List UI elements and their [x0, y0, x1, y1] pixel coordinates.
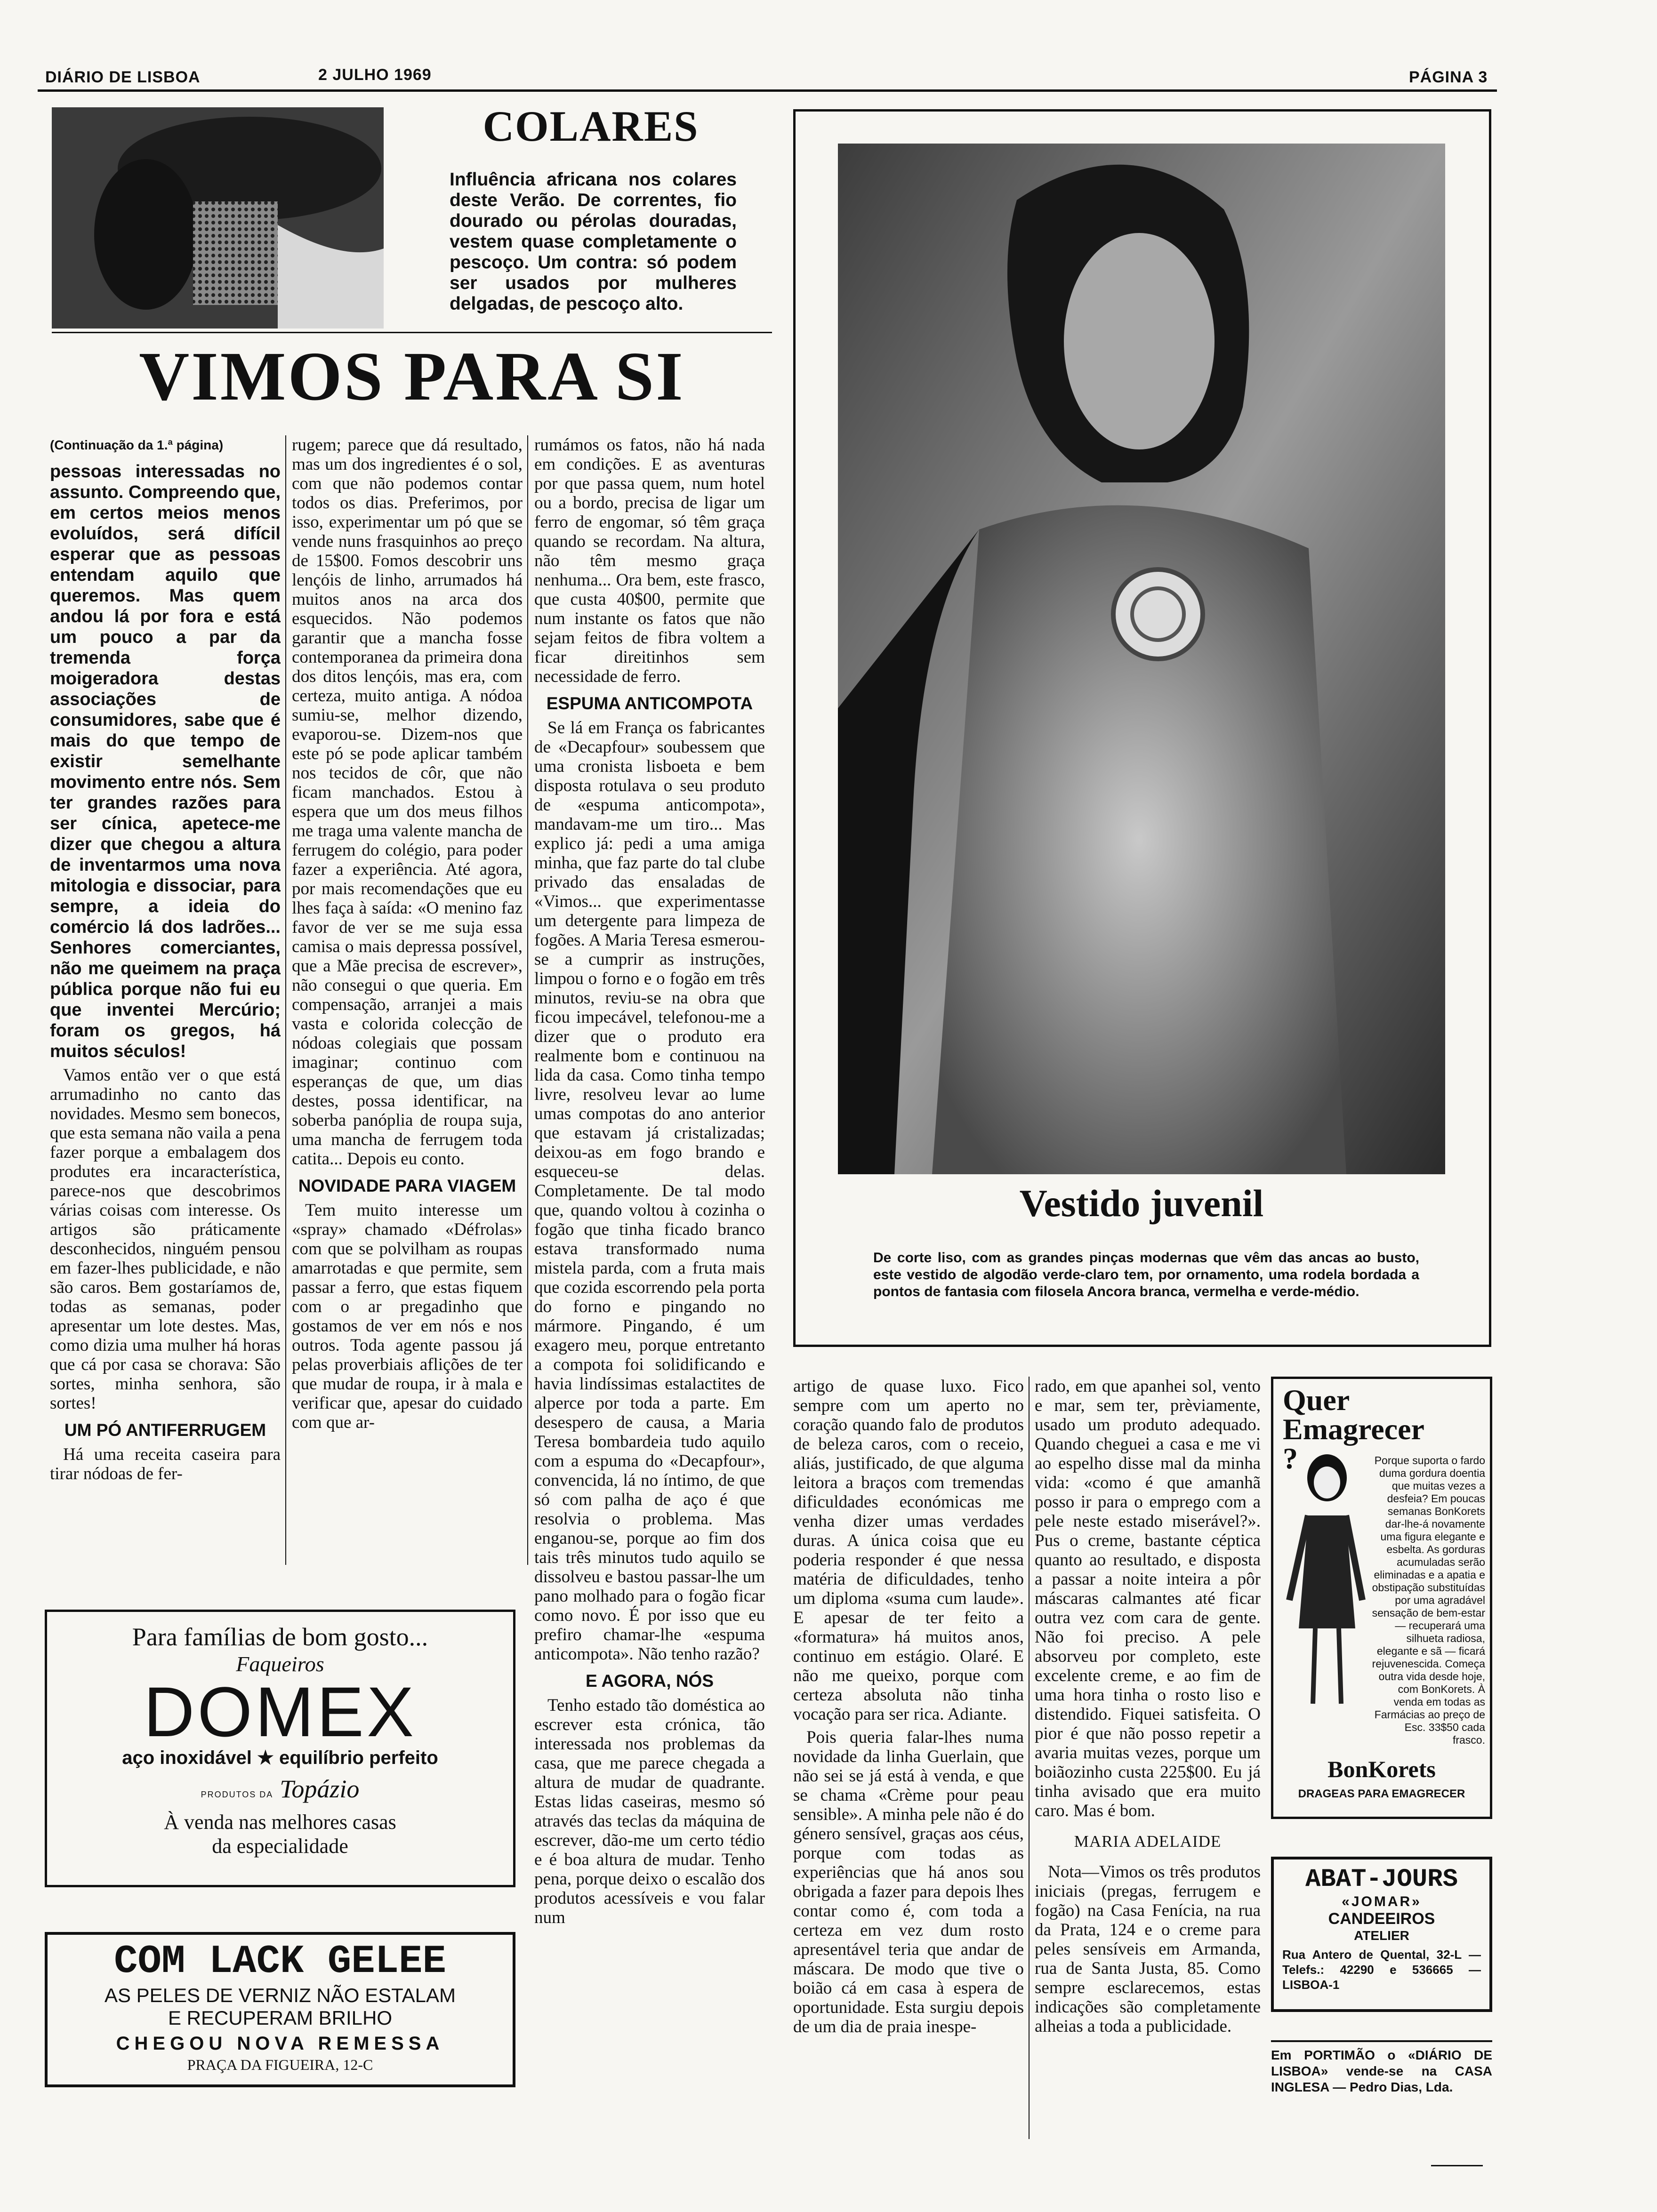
domex-line2: Faqueiros — [236, 1652, 324, 1676]
masthead-paper: DIÁRIO DE LISBOA — [45, 68, 201, 86]
vestido-photo — [838, 144, 1445, 1174]
colares-title: COLARES — [483, 102, 699, 150]
bonkorets-brand: BonKorets — [1327, 1756, 1436, 1782]
header-rule — [38, 89, 1497, 92]
column-rule-3 — [1029, 1377, 1030, 2139]
lack-ad — [45, 1932, 515, 2087]
bonkorets-footer: DRAGEAS PARA EMAGRECER — [1298, 1787, 1465, 1800]
domex-line1: Para famílias de bom gosto... — [132, 1623, 428, 1651]
continuation-note: (Continuação da 1.ª página) — [50, 438, 224, 452]
lack-line2: E RECUPERAM BRILHO — [168, 2007, 393, 2029]
subhead-antiferrugem: UM PÓ ANTIFERRUGEM — [64, 1420, 266, 1440]
bonkorets-title: Quer Emagrecer ? — [1283, 1383, 1424, 1475]
article-column-5 — [1035, 1377, 1261, 2148]
article-column-2 — [292, 435, 523, 1574]
subhead-espuma: ESPUMA ANTICOMPOTA — [546, 694, 753, 713]
article-column-3 — [534, 435, 765, 2148]
lack-brand: COM LACK GELEE — [114, 1940, 446, 1984]
domex-produtos: PRODUTOS DA — [201, 1790, 273, 1799]
article-signature: MARIA ADELAIDE — [1074, 1832, 1222, 1851]
portimao-rule — [1271, 2040, 1492, 2042]
subhead-novidade: NOVIDADE PARA VIAGEM — [298, 1176, 516, 1195]
abat-sub: «JOMAR» — [1342, 1894, 1422, 1909]
page-number: PÁGINA 3 — [1409, 68, 1488, 86]
article-title: VIMOS PARA SI — [139, 338, 685, 415]
abat-line1: CANDEEIROS — [1328, 1910, 1435, 1928]
colares-photo — [52, 107, 384, 329]
domex-maker-row — [47, 1774, 513, 1803]
bonkorets-figure — [1280, 1450, 1369, 1713]
lack-line4: PRAÇA DA FIGUEIRA, 12-C — [187, 2056, 373, 2073]
article-col4-p2: Pois queria falar-lhes numa novidade da linha Guerlain, que não sei se já está à venda, e que se chama «Crème pour peau sensible». A minha pele não é do género sensível, graças aos céus, porque com todas as experiências que há anos sou obrigada a fazer para depois lhes contar como é, com toda a certeza em vez dum rosto apresentável teria que andar de máscara. De modo que tive o boião cá em casa à espera de oportunidade. Esta surgiu depois de um dia de praia inespe- — [793, 1728, 1024, 2036]
title-rule — [52, 332, 772, 333]
vestido-title: Vestido juvenil — [1019, 1182, 1264, 1225]
column-rule-1 — [285, 435, 286, 1565]
article-col1-p2: Vamos então ver o que está arrumadinho no canto das novidades. Mesmo sem bonecos, que esta semana não vaila a pena fazer porque a embalagem dos produtes era incaracterística, parece-nos que descobrimos várias coisas com interesse. Os artigos são práticamente desconhecidos, ninguém pensou em fazer-lhes publicidade, e não são caros. Bem gostaríamos de, todas as semanas, poder apresentar um lote destes. Mas, como dizia uma mulher há horas que cá por casa se chorava: São sortes, minha senhora, são sortes! — [50, 1066, 281, 1413]
bonkorets-text: Porque suporta o fardo duma gordura doentia que muitas vezes a desfeia? Em poucas semanas BonKorets dar-lhe-á novamente uma figura elegante e esbelta. As gorduras acumuladas serão eliminadas e a apatia e obstipação substituídas por uma agradável sensação de bem-estar — recuperará uma silhueta radiosa, elegante e sã — ficará rejuvenescida. Começa outra vida desde hoje, com BonKorets. À venda em todas as Farmácias ao preço de Esc. 33$50 cada frasco. — [1372, 1454, 1485, 1746]
domex-line3: À venda nas melhores casas — [164, 1811, 396, 1834]
article-col1-bold: pessoas interessadas no assunto. Compreendo que, em certos meios menos evoluídos, será difícil esperar que as pessoas entendam aquilo que queremos. Mas quem andou lá por fora e está um pouco a par da tremenda força moigeradora destas associações de consumidores, sabe que é mais do que tempo de existir semelhante movimento entre nós. Sem ter grandes razões para ser cínica, apetece-me dizer que chegou a altura de inventarmos uma nova mitologia e dissociar, para sempre, a ideia do comércio lá dos ladrões... Senhores comerciantes, não me queimem na praça pública porque não fui eu que inventei Mercúrio; foram os gregos, há muitos séculos! — [50, 462, 281, 1061]
lack-line3: CHEGOU NOVA REMESSA — [116, 2033, 444, 2054]
domex-ad — [45, 1610, 515, 1887]
article-col3-p3: Tenho estado tão doméstica ao escrever esta crónica, tão interessada nos problemas da casa, que me parece chegada a altura de mudar de quadrante. Estas lidas caseiras, mesmo só através das teclas da máquina de escrever, dão-me um certo tédio e é boa altura de mudar. Tenho pena, porque deixo o escalão dos produtos acessíveis e vou falar num — [534, 1696, 765, 1927]
abat-title: ABAT-JOURS — [1305, 1865, 1458, 1894]
article-col5-p1: rado, em que apanhei sol, vento e mar, sem ter, prèviamente, usado um produto adequado. Quando cheguei a casa e me vi ao espelho disse mal da minha vida: «como é que amanhã posso ir para o emprego com a pele neste estado miserável?». Pus o creme, bastante céptica quanto ao resultado, e disposta a passar a noite inteira a pôr máscaras calmantes até ficar outra vez com cara de gente. Não foi preciso. A pele absorveu por completo, este excelente creme, e ao fim de uma hora tinha o rosto liso e distendido. Fiquei satisfeita. O pior é que não posso repetir a avaria muitas vezes, porque um boiãozinho custa 225$00. Eu já tinha avisado que era muito caro. Mas é bom. — [1035, 1377, 1261, 1820]
article-col3-p1: rumámos os fatos, não há nada em condições. E as aventuras por que passa quem, num hotel ou a bordo, precisa de ligar um ferro de engomar, só têm graça quando se recordam. Na altura, não têm mesmo graça nenhuma... Ora bem, este frasco, que custa 40$00, permite que num instante os fatos que não sejam feitos de fibra voltem a ficar direitinhos sem necessidade de ferro. — [534, 435, 765, 686]
domex-brand: DOMEX — [143, 1672, 417, 1751]
lack-line1: AS PELES DE VERNIZ NÃO ESTALAM — [104, 1984, 456, 2006]
subhead-agora: E AGORA, NÓS — [585, 1671, 714, 1691]
column-rule-2 — [527, 435, 528, 1565]
abat-line2: ATELIER — [1354, 1928, 1409, 1943]
portimao-notice: Em PORTIMÃO o «DIÁRIO DE LISBOA» vende-se na CASA INGLESA — Pedro Dias, Lda. — [1271, 2048, 1492, 2094]
abat-addr: Rua Antero de Quental, 32-L — Telefs.: 42290 e 536665 — LISBOA-1 — [1282, 1948, 1481, 1992]
article-column-1 — [50, 435, 281, 1574]
bonkorets-ad — [1271, 1377, 1492, 1819]
abat-ad — [1271, 1857, 1492, 2012]
article-nota: Nota—Vimos os três produtos iniciais (pregas, ferrugem e fogão) na Casa Fenícia, na rua da Prata, 124 e o creme para peles sensíveis em Armanda, rua de Santa Justa, 85. Como sempre esclarecemos, estas indicações são completamente alheias a toda a publicidade. — [1035, 1862, 1261, 2036]
article-col3-p2: Se lá em França os fabricantes de «Decapfour» soubessem que uma cronista lisboeta e bem disposta rotulava o seu produto de «espuma anticompota», mandavam-me um tiro... Mas explico já: pedi a uma amiga minha, que faz parte do tal clube privado das ensaladas de «Vimos... que experimentasse um detergente para limpeza de fogões. A Maria Teresa esmerou-se a cumprir as instruções, limpou o forno e o fogão em três minutos, reviu-se na obra que ficou impecável, telefonou-me a dizer que o produto era realmente bom e continuou na lida da casa. Como tinha tempo livre, resolveu levar ao lume umas compotas do ano anterior que estavam já cristalizadas; deixou-as em fogo brando e esqueceu-se delas. Completamente. De tal modo que, quando voltou à cozinha o fogão que tinha ficado branco estava transformado numa mistela parda, com a fruta mais que cozida escorrendo pela porta do forno e pingando no mármore. Pingando, é um exagero meu, porque entretanto a compota foi solidificando e havia lindíssimas estalactites de alperce por toda a parte. Em desespero de causa, a Maria Teresa bombardeia tudo aquilo com a espuma do «Decapfour», convencida, lá no íntimo, de que só com palha de aço é que resolvia o problema. Mas enganou-se, porque ao fim dos tais três minutos tudo aquilo se dissolveu e bastou passar-lhe um pano molhado para o fogão ficar como novo. É por isso que eu prefiro chamar-lhe «espuma anticompota». Não tenho razão? — [534, 718, 765, 1664]
vestido-caption: De corte liso, com as grandes pinças modernas que vêm das ancas ao busto, este vestido de algodão verde-claro tem, por ornamento, uma rodela bordada a pontos de fantasia com filosela Ancora branca, vermelha e verde-médio. — [873, 1250, 1419, 1299]
article-col2-p1: rugem; parece que dá resultado, mas um dos ingredientes é o sol, com que não podemos contar todos os dias. Preferimos, por isso, experimentar um pó que se vende nuns frasquinhos ao preço de 15$00. Fomos descobrir uns lençóis de linho, arrumados há muitos anos na arca dos esquecidos. Não podemos garantir que a mancha fosse contemporanea da primeira dona dos ditos lençóis, mas era, com certeza, muito antiga. A nódoa sumiu-se, melhor dizendo, evaporou-se. Dizem-nos que este pó se pode aplicar também nos tecidos de côr, que não ficam manchados. Estou à espera que um dos meus filhos me traga uma valente mancha de ferrugem do colégio, para poder fazer a experiência. Até agora, por mais recomendações que eu lhes faça à saída: «O menino faz favor de ver se me suja essa camisa o mais depressa possível, que a Mãe precisa de escrever», não consegui o que queria. Em compensação, arranjei a mais vasta e colorida colecção de nódoas colegiais que possam imaginar; continuo com esperanças de que, um dias destes, possa identificar, na soberba panóplia de roupa suja, uma mancha de ferrugem toda catita... Depois eu conto. — [292, 435, 523, 1169]
domex-tagline: aço inoxidável ★ equilíbrio perfeito — [122, 1747, 438, 1768]
footer-mark — [1431, 2165, 1483, 2166]
colares-text: Influência africana nos colares deste Verão. De correntes, fio dourado ou pérolas douradas, vestem quase completamente o pescoço. Um contra: só podem ser usados por mulheres delgadas, de pescoço alto. — [450, 169, 737, 314]
article-col4-p1: artigo de quase luxo. Fico sempre com um aperto no coração quando falo de produtos de beleza caros, com o receio, aliás, justificado, de que alguma leitora a braços com tremendas dificuldades económicas me venha dizer umas verdades duras. A única coisa que eu poderia responder é que nessa matéria de dificuldades, tenho um diploma «suma cum laude». E apesar de ter feito a «formatura» há muitos anos, continuo em estágio. Olaré. E não me queixo, porque com certeza absoluta não tinha vocação para ser rica. Adiante. — [793, 1377, 1024, 1724]
domex-line4: da especialidade — [212, 1835, 348, 1858]
masthead-date: 2 JULHO 1969 — [318, 66, 432, 84]
article-col1-p3: Há uma receita caseira para tirar nódoas de fer- — [50, 1445, 281, 1483]
article-column-4 — [793, 1377, 1024, 2148]
domex-maker: Topázio — [280, 1775, 360, 1803]
article-col2-p2: Tem muito interesse um «spray» chamado «Défrolas» com que se polvilham as roupas amarrotadas e que permite, sem passar a ferro, que estas fiquem com o ar pregadinho que gostamos de ver em nós e nos outros. Toda agente passou já pelas proverbiais aflições de ter que mudar de roupa, ir à mala e verificar que, apesar do cuidado com que ar- — [292, 1201, 523, 1432]
